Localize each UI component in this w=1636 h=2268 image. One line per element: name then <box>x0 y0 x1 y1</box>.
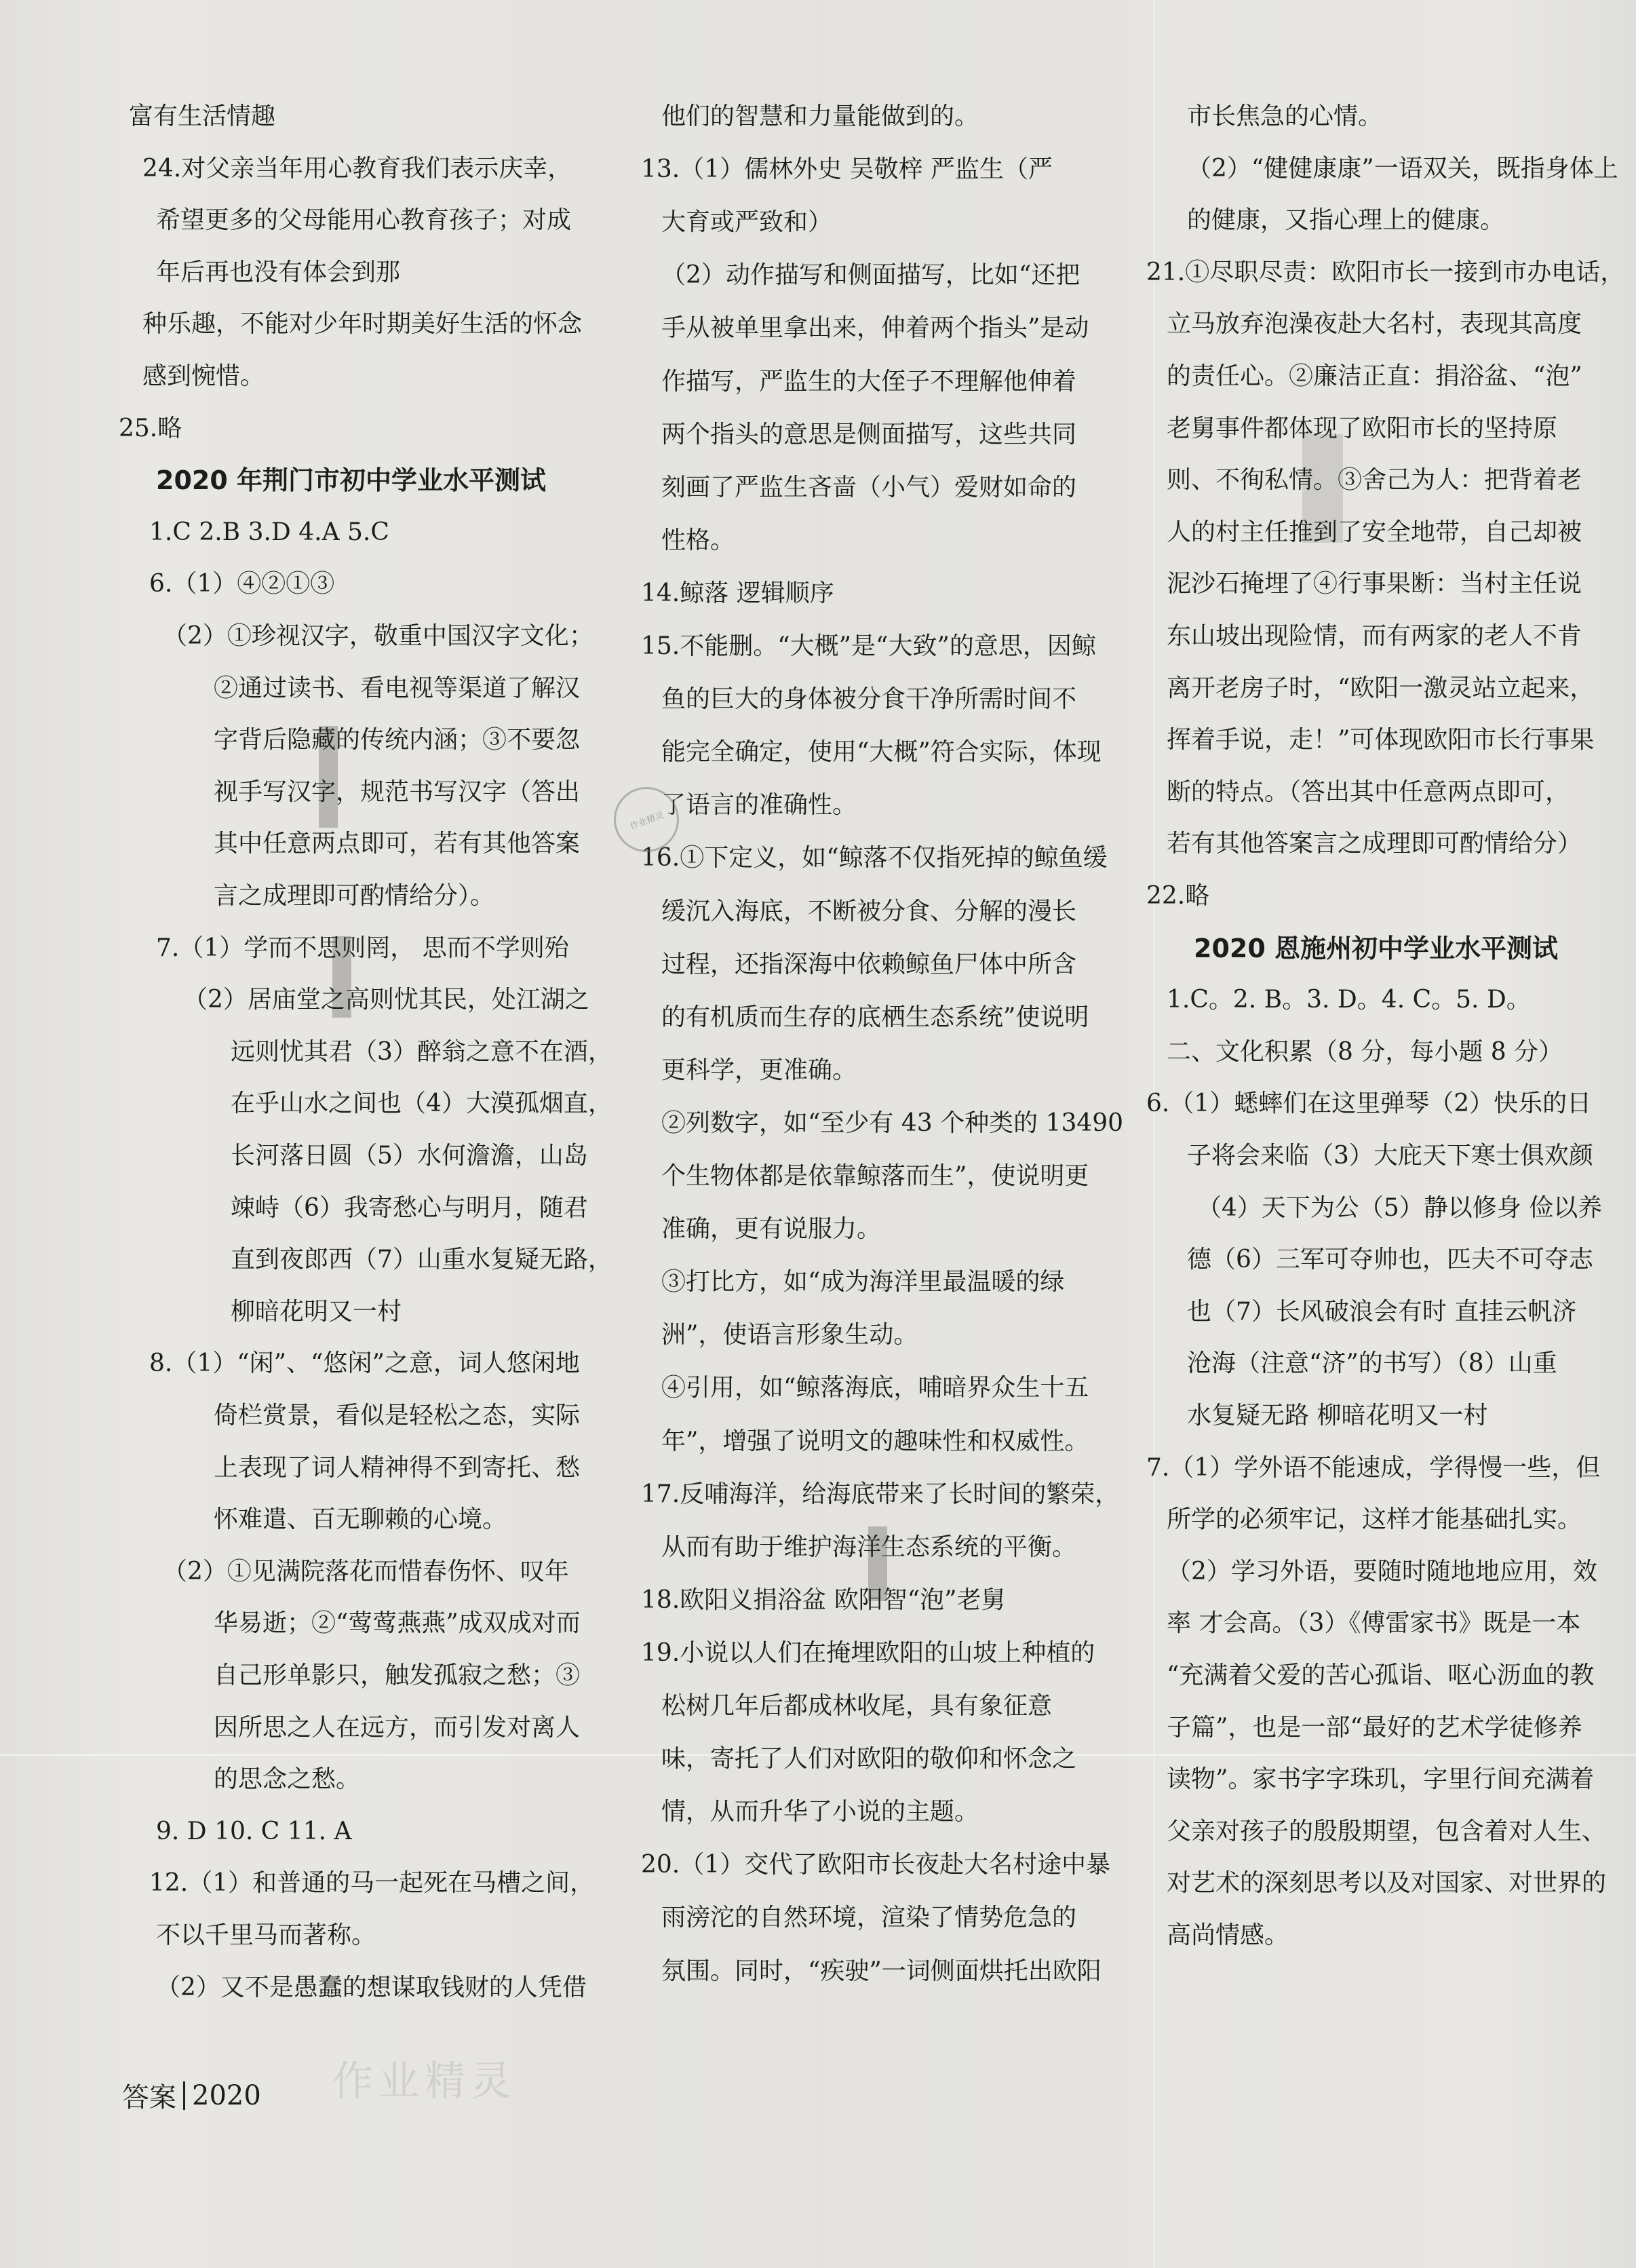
answer-line: 14.鲸落 逻辑顺序 <box>641 579 834 607</box>
answer-line: 长河落日圆（5）水何澹澹，山岛 <box>231 1142 588 1170</box>
answer-line: 味，寄托了人们对欧阳的敬仰和怀念之 <box>661 1745 1077 1773</box>
answer-line: 其中任意两点即可，若有其他答案 <box>214 830 581 858</box>
answer-line: 人的村主任推到了安全地带，自己却被 <box>1167 518 1582 546</box>
answer-line: 7.（1）学外语不能速成，学得慢一些，但 <box>1146 1453 1601 1482</box>
answer-line: 20.（1）交代了欧阳市长夜赴大名村途中暴 <box>641 1851 1111 1879</box>
answer-line: （2）①见满院落花而惜春伤怀、叹年 <box>163 1557 569 1585</box>
stamp-text: 作业精灵 <box>628 809 665 832</box>
answer-line: 更科学，更准确。 <box>661 1056 857 1084</box>
answer-line: 竦峙（6）我寄愁心与明月，随君 <box>231 1193 588 1222</box>
watermark: 作业精灵 <box>332 2058 517 2105</box>
answer-line: 8.（1）“闲”、“悠闲”之意，词人悠闲地 <box>149 1349 580 1378</box>
answer-line: 水复疑无路 柳暗花明又一村 <box>1187 1402 1488 1429</box>
answer-line: 12.（1）和普通的马一起死在马槽之间， <box>149 1869 595 1898</box>
answer-line: 过程，还指深海中依赖鲸鱼尸体中所含 <box>661 950 1077 978</box>
answer-line: 1.C 2.B 3.D 4.A 5.C <box>149 518 389 546</box>
answer-line: 的有机质而生存的底栖生态系统”使说明 <box>661 1003 1089 1031</box>
answer-line: 的健康，又指心理上的健康。 <box>1187 206 1505 235</box>
answer-line: （2）居庙堂之高则忧其民，处江湖之 <box>183 986 589 1014</box>
answer-line: （2）动作描写和侧面描写，比如“还把 <box>661 261 1080 290</box>
answer-line: 情，从而升华了小说的主题。 <box>661 1798 979 1826</box>
answer-line: 所学的必须牢记，这样才能基础扎实。 <box>1167 1505 1582 1534</box>
answer-line: 鱼的巨大的身体被分食干净所需时间不 <box>661 685 1077 714</box>
answer-line: 感到惋惜。 <box>142 362 265 390</box>
paper-crease <box>1153 0 1155 2268</box>
answer-line: 9. D 10. C 11. A <box>156 1817 352 1845</box>
answer-line: （2）学习外语，要随时随地地应用，效 <box>1167 1557 1597 1585</box>
answer-line: 也（7）长风破浪会有时 直挂云帆济 <box>1187 1297 1577 1326</box>
answer-line: 个生物体都是依靠鲸落而生”，使说明更 <box>661 1162 1089 1190</box>
answer-line: 希望更多的父母能用心教育孩子；对成 <box>156 206 572 235</box>
answer-line: 16.①下定义，如“鲸落不仅指死掉的鲸鱼缓 <box>641 844 1108 872</box>
answer-line: 性格。 <box>661 526 735 554</box>
answer-line: 在乎山水之间也（4）大漠孤烟直， <box>231 1090 612 1118</box>
answer-line: 怀难遣、百无聊赖的心境。 <box>214 1505 507 1534</box>
answer-line: 上表现了词人精神得不到寄托、愁 <box>214 1453 581 1482</box>
answer-line: 缓沉入海底，不断被分食、分解的漫长 <box>661 897 1077 925</box>
answer-line: 远则忧其君（3）醉翁之意不在酒， <box>231 1037 612 1066</box>
answer-line: 准确，更有说服力。 <box>661 1215 882 1244</box>
answer-line: 自己形单影只，触发孤寂之愁；③ <box>214 1661 581 1689</box>
answer-line: 21.①尽职尽责：欧阳市长一接到市办电话， <box>1146 258 1625 286</box>
answer-line: 了语言的准确性。 <box>661 791 857 820</box>
answer-line: 视手写汉字，规范书写汉字（答出 <box>214 777 581 806</box>
answer-line: “充满着父爱的苦心孤诣、呕心沥血的教 <box>1167 1661 1595 1689</box>
answer-line: 19.小说以人们在掩埋欧阳的山坡上种植的 <box>641 1638 1095 1667</box>
answer-line: 因所思之人在远方，而引发对离人 <box>214 1713 581 1742</box>
answer-line: 年”，增强了说明文的趣味性和权威性。 <box>661 1427 1089 1455</box>
answer-line: 立马放弃泡澡夜赴大名村，表现其高度 <box>1167 310 1582 339</box>
answer-line: 25.略 <box>119 414 182 442</box>
answer-line: （4）天下为公（5）静以修身 俭以养 <box>1197 1193 1603 1222</box>
answer-line: 子将会来临（3）大庇天下寒士俱欢颜 <box>1187 1142 1593 1170</box>
section-heading: 2020 恩施州初中学业水平测试 <box>1194 933 1558 963</box>
page-number: 2020 <box>192 2079 261 2111</box>
answer-line: 7.（1）学而不思则罔， 思而不学则殆 <box>156 934 569 962</box>
answer-line: 子篇”，也是一部“最好的艺术学徒修养 <box>1167 1713 1582 1742</box>
answer-line: ②通过读书、看电视等渠道了解汉 <box>214 674 581 702</box>
answer-line: 6.（1）④②①③ <box>149 570 335 598</box>
answer-line: 读物”。家书字字珠玑，字里行间充满着 <box>1167 1765 1595 1794</box>
answer-line: 大育或严致和） <box>661 208 833 237</box>
answer-line: 24.对父亲当年用心教育我们表示庆幸， <box>142 154 572 182</box>
answer-line: 沧海（注意“济”的书写）（8）山重 <box>1187 1349 1557 1378</box>
answer-line: 断的特点。（答出其中任意两点即可， <box>1167 777 1570 806</box>
answer-line: 直到夜郎西（7）山重水复疑无路， <box>231 1246 612 1274</box>
answer-line: 刻画了严监生吝啬（小气）爱财如命的 <box>661 473 1077 501</box>
answer-line: 率 才会高。（3）《傅雷家书》既是一本 <box>1167 1609 1581 1638</box>
answer-line: 老舅事件都体现了欧阳市长的坚持原 <box>1167 414 1558 442</box>
answer-line: 能完全确定，使用“大概”符合实际，体现 <box>661 738 1102 767</box>
page-footer <box>122 2076 261 2115</box>
answer-line: 不以千里马而著称。 <box>156 1921 376 1949</box>
answer-line: 言之成理即可酌情给分）。 <box>214 882 495 910</box>
answer-line: 22.略 <box>1146 882 1210 910</box>
answer-line: 对艺术的深刻思考以及对国家、对世界的 <box>1167 1869 1607 1898</box>
answer-line: 氛围。同时，“疾驶”一词侧面烘托出欧阳 <box>661 1957 1102 1985</box>
answer-line: 若有其他答案言之成理即可酌情给分） <box>1167 830 1582 858</box>
section-heading: 2020 年荆门市初中学业水平测试 <box>156 465 546 496</box>
answer-line: （2）又不是愚蠢的想谋取钱财的人凭借 <box>156 1973 587 2001</box>
answer-line: 二、文化积累（8 分，每小题 8 分） <box>1167 1037 1563 1066</box>
answer-line: 6.（1）蟋蟀们在这里弹琴（2）快乐的日 <box>1146 1090 1592 1118</box>
answer-line: 洲”，使语言形象生动。 <box>661 1321 918 1349</box>
answer-line: 13.（1）儒林外史 吴敬梓 严监生（严 <box>641 155 1053 184</box>
answer-line: 字背后隐藏的传统内涵；③不要忽 <box>214 726 581 754</box>
answer-line: 1.C。2. B。3. D。4. C。5. D。 <box>1167 986 1531 1014</box>
answer-line: 作描写，严监生的大侄子不理解他伸着 <box>661 367 1077 396</box>
answer-line: 的思念之愁。 <box>214 1765 361 1794</box>
answer-line: 18.欧阳义捐浴盆 欧阳智“泡”老舅 <box>641 1585 1006 1614</box>
answer-line: 则、不徇私情。③舍己为人：把背着老 <box>1167 466 1582 495</box>
answer-line: 德（6）三军可夺帅也，匹夫不可夺志 <box>1187 1246 1593 1274</box>
answer-line: 市长焦急的心情。 <box>1187 102 1383 130</box>
footer-divider <box>183 2081 185 2110</box>
answer-line: 雨滂沱的自然环境，渲染了情势危急的 <box>661 1904 1077 1932</box>
answer-line: 手从被单里拿出来，伸着两个指头”是动 <box>661 314 1089 343</box>
answer-line: 华易逝；②“莺莺燕燕”成双成对而 <box>214 1609 581 1638</box>
answer-line: ④引用，如“鲸落海底，哺暗界众生十五 <box>661 1374 1089 1402</box>
answer-line: 15.不能删。“大概”是“大致”的意思，因鲸 <box>641 632 1096 660</box>
answer-line: ③打比方，如“成为海洋里最温暖的绿 <box>661 1268 1065 1296</box>
answer-line: ②列数字，如“至少有 43 个种类的 13490 <box>661 1109 1124 1137</box>
answer-line: 倚栏赏景，看似是轻松之态，实际 <box>214 1402 581 1429</box>
answer-line: 泥沙石掩埋了④行事果断：当村主任说 <box>1167 570 1582 598</box>
answer-line: 17.反哺海洋，给海底带来了长时间的繁荣， <box>641 1480 1120 1508</box>
answer-line: （2）“健健康康”一语双关，既指身体上 <box>1187 154 1618 182</box>
answer-line: 两个指头的意思是侧面描写，这些共同 <box>661 420 1077 448</box>
answer-line: 的责任心。②廉洁正直：捐浴盆、“泡” <box>1167 362 1582 390</box>
answer-line: 高尚情感。 <box>1167 1921 1289 1949</box>
answer-line: 年后再也没有体会到那 <box>156 258 401 286</box>
answer-line: 柳暗花明又一村 <box>231 1297 402 1326</box>
answer-line: 东山坡出现险情，而有两家的老人不肯 <box>1167 622 1582 650</box>
answer-line: 松树几年后都成林收尾，具有象征意 <box>661 1692 1053 1720</box>
answer-line: 富有生活情趣 <box>129 102 276 130</box>
answer-line: 种乐趣，不能对少年时期美好生活的怀念 <box>142 310 583 339</box>
answer-line: （2）①珍视汉字，敬重中国汉字文化； <box>163 622 593 650</box>
footer-label: 答案 <box>122 2082 176 2113</box>
answer-line: 父亲对孩子的殷殷期望，包含着对人生、 <box>1167 1817 1607 1845</box>
answer-line: 离开老房子时，“欧阳一激灵站立起来， <box>1167 674 1595 702</box>
answer-line: 从而有助于维护海洋生态系统的平衡。 <box>661 1533 1077 1561</box>
answer-line: 挥着手说，走！”可体现欧阳市长行事果 <box>1167 726 1595 754</box>
answer-line: 他们的智慧和力量能做到的。 <box>661 102 979 130</box>
